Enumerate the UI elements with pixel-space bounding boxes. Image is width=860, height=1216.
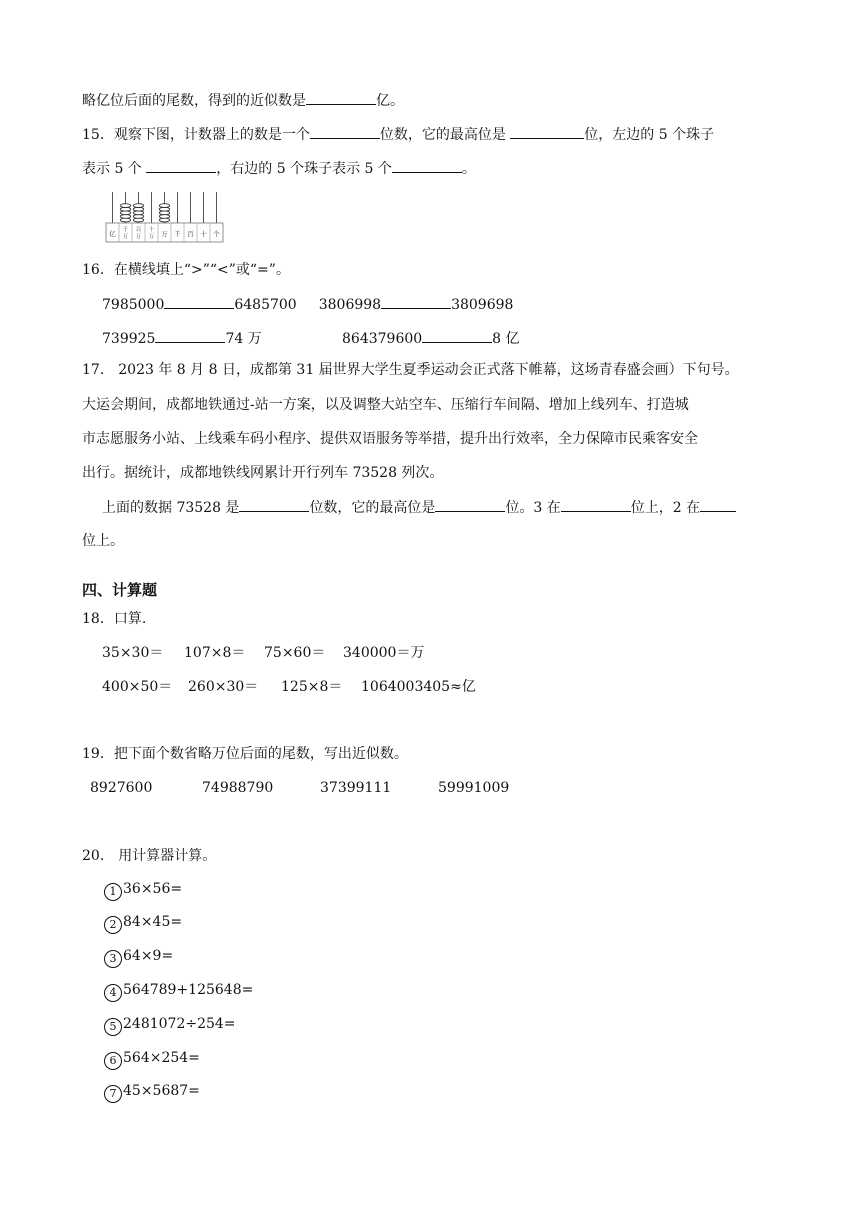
abacus-label: 个 <box>213 230 220 238</box>
q18-item: 1064003405≈亿 <box>361 679 476 695</box>
abacus-label: 万 <box>135 234 142 240</box>
q20-item: 5 2481072÷254= <box>104 1014 236 1036</box>
abacus-bead <box>133 204 143 208</box>
q20-item: 2 84×45= <box>104 912 182 934</box>
answer-blank[interactable] <box>700 497 736 512</box>
q20-item: 7 45×5687= <box>104 1081 200 1103</box>
answer-blank[interactable] <box>435 497 505 512</box>
section-title: 四、计算题 <box>82 581 158 599</box>
abacus-label: 亿 <box>109 230 116 238</box>
compare-blank[interactable] <box>155 328 225 343</box>
q20-item: 1 36×56= <box>104 879 182 901</box>
answer-blank[interactable] <box>392 158 462 173</box>
q18-item: 340000＝万 <box>343 645 425 661</box>
q19-number: 37399111 <box>320 780 392 796</box>
q17-line-3: 市志愿服务小站、上线乘车码小程序、提供双语服务等举措，提升出行效率，全力保障市民乘客安全 <box>82 431 698 447</box>
compare-blank[interactable] <box>164 294 234 309</box>
abacus-label: 十 <box>200 230 207 238</box>
abacus-label: 百 <box>187 230 194 238</box>
circled-number: 7 <box>104 1085 122 1103</box>
q19-title: 19．把下面个数省略万位后面的尾数，写出近似数。 <box>82 746 408 762</box>
q18-item: 125×8＝ <box>281 679 343 695</box>
q17-line-2: 大运会期间，成都地铁通过-站一方案，以及调整大站空车、压缩行车间隔、增加上线列车、打造城 <box>82 397 689 413</box>
q18-item: 75×60＝ <box>264 645 326 661</box>
q17-line-1: 17． 2023 年 8 月 8 日，成都第 31 届世界大学生夏季运动会正式落下帷幕，这场青春盛会画）下句号。 <box>82 362 739 378</box>
circled-number: 3 <box>104 950 122 968</box>
q20-title: 20． 用计算器计算。 <box>82 848 217 864</box>
compare-blank[interactable] <box>422 328 492 343</box>
q16-row-2b: 864379600 8 亿 <box>342 328 520 349</box>
answer-blank[interactable] <box>146 158 216 173</box>
circled-number: 6 <box>104 1052 122 1070</box>
abacus-bead <box>159 204 169 208</box>
abacus-label: 千 <box>122 227 129 233</box>
q15-line-1: 15．观察下图，计数器上的数是一个 位数，它的最高位是 位，左边的 5 个珠子 <box>82 124 714 145</box>
q17-line-4: 出行。据统计，成都地铁线网累计开行列车 73528 列次。 <box>82 465 444 481</box>
answer-blank[interactable] <box>510 124 584 139</box>
q14-tail-line: 略亿位后面的尾数，得到的近似数是 亿。 <box>82 90 404 111</box>
q18-item: 260×30＝ <box>188 679 259 695</box>
circled-number: 5 <box>104 1018 122 1036</box>
q20-item: 6 564×254= <box>104 1048 200 1070</box>
q19-number: 8927600 <box>90 780 153 796</box>
q19-number: 59991009 <box>438 780 510 796</box>
q18-item: 107×8＝ <box>184 645 246 661</box>
answer-blank[interactable] <box>239 497 309 512</box>
q16-row-1: 7985000 6485700 3806998 3809698 <box>102 294 513 315</box>
answer-blank[interactable] <box>310 124 380 139</box>
abacus-label: 万 <box>148 234 155 240</box>
abacus-label: 百 <box>135 227 142 233</box>
abacus-label: 万 <box>161 230 168 238</box>
compare-blank[interactable] <box>381 294 451 309</box>
answer-blank[interactable] <box>561 497 631 512</box>
abacus-bead <box>120 204 130 208</box>
q18-item: 35×30＝ <box>102 645 164 661</box>
q17-question-end: 位上。 <box>82 533 124 549</box>
abacus-figure <box>104 190 224 245</box>
q17-question: 上面的数据 73528 是 位数，它的最高位是 位。3 在 位上，2 在 <box>102 497 736 518</box>
circled-number: 1 <box>104 883 122 901</box>
abacus-label: 万 <box>122 234 129 240</box>
q18-title: 18．口算. <box>82 611 147 627</box>
circled-number: 2 <box>104 916 122 934</box>
circled-number: 4 <box>104 984 122 1002</box>
q15-line-2: 表示 5 个 ，右边的 5 个珠子表示 5 个 。 <box>82 158 476 179</box>
q20-item: 3 64×9= <box>104 946 173 968</box>
q16-title: 16．在横线填上“>”“<”或“=”。 <box>82 262 290 278</box>
answer-blank[interactable] <box>306 90 376 105</box>
q18-item: 400×50＝ <box>102 679 173 695</box>
q20-item: 4 564789+125648= <box>104 980 253 1002</box>
abacus-label: 十 <box>148 227 155 233</box>
q16-row-2: 739925 74 万 <box>102 328 262 349</box>
q19-number: 74988790 <box>202 780 274 796</box>
abacus-label: 千 <box>174 230 181 238</box>
